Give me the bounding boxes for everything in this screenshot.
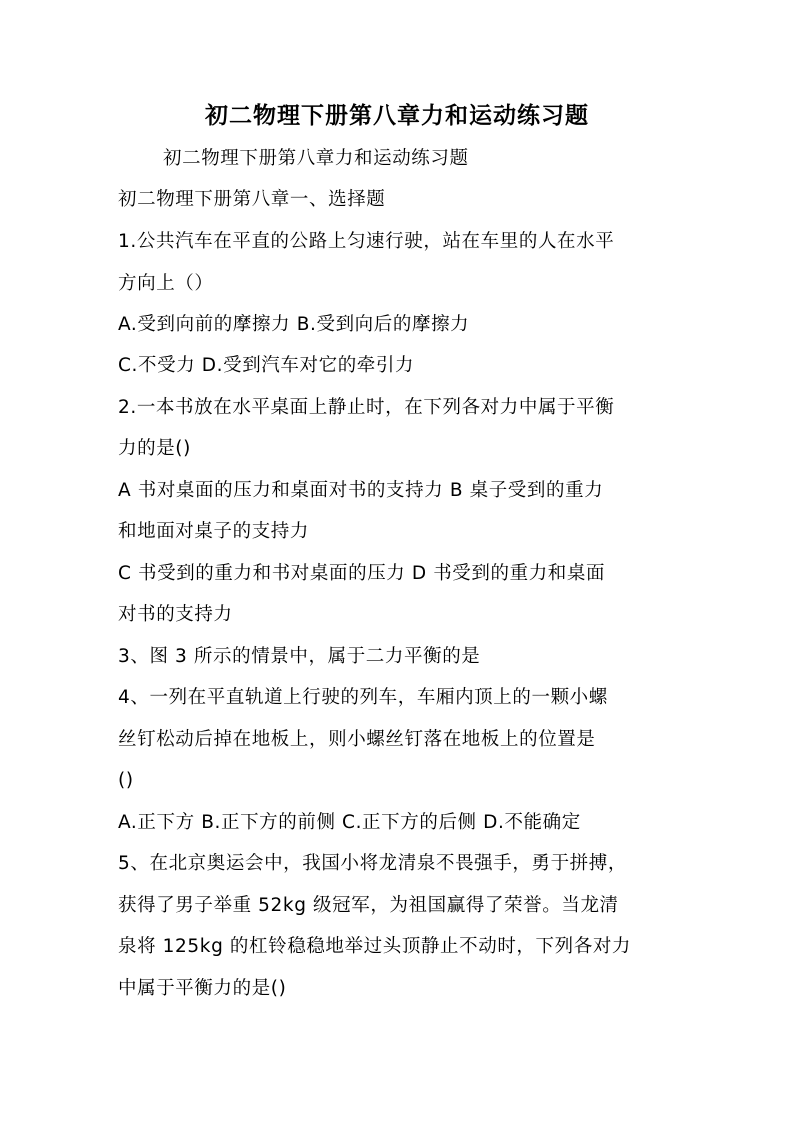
subtitle-line: 初二物理下册第八章力和运动练习题 [163,148,469,169]
question-4-line-1: 4、一列在平直轨道上行驶的列车，车厢内顶上的一颗小螺 [118,687,608,708]
question-2-options-ab-line-1: A 书对桌面的压力和桌面对书的支持力 B 桌子受到的重力 [118,480,604,501]
question-1-line-2: 方向上（） [118,273,214,294]
question-5-line-4: 中属于平衡力的是() [118,978,287,999]
section-heading: 初二物理下册第八章一、选择题 [118,189,386,210]
question-2-line-2: 力的是() [118,438,191,459]
question-2-options-ab-line-2: 和地面对桌子的支持力 [118,521,310,542]
question-1-options-cd: C.不受力 D.受到汽车对它的牵引力 [118,355,415,376]
question-4-line-2: 丝钉松动后掉在地板上，则小螺丝钉落在地板上的位置是 [118,729,596,750]
question-2-options-cd-line-1: C 书受到的重力和书对桌面的压力 D 书受到的重力和桌面 [118,563,606,584]
question-2-options-cd-line-2: 对书的支持力 [118,604,233,625]
document-title: 初二物理下册第八章力和运动练习题 [205,102,589,129]
question-4-line-3: () [118,770,134,791]
question-1-line-1: 1.公共汽车在平直的公路上匀速行驶，站在车里的人在水平 [118,231,615,252]
question-1-options-ab: A.受到向前的摩擦力 B.受到向后的摩擦力 [118,314,470,335]
question-4-options: A.正下方 B.正下方的前侧 C.正下方的后侧 D.不能确定 [118,812,581,833]
question-2-line-1: 2.一本书放在水平桌面上静止时，在下列各对力中属于平衡 [118,397,615,418]
question-3: 3、图 3 所示的情景中，属于二力平衡的是 [118,646,481,667]
question-5-line-1: 5、在北京奥运会中，我国小将龙清泉不畏强手，勇于拼搏， [118,853,627,874]
question-5-line-3: 泉将 125kg 的杠铃稳稳地举过头顶静止不动时，下列各对力 [118,936,632,957]
question-5-line-2: 获得了男子举重 52kg 级冠军，为祖国赢得了荣誉。当龙清 [118,895,619,916]
